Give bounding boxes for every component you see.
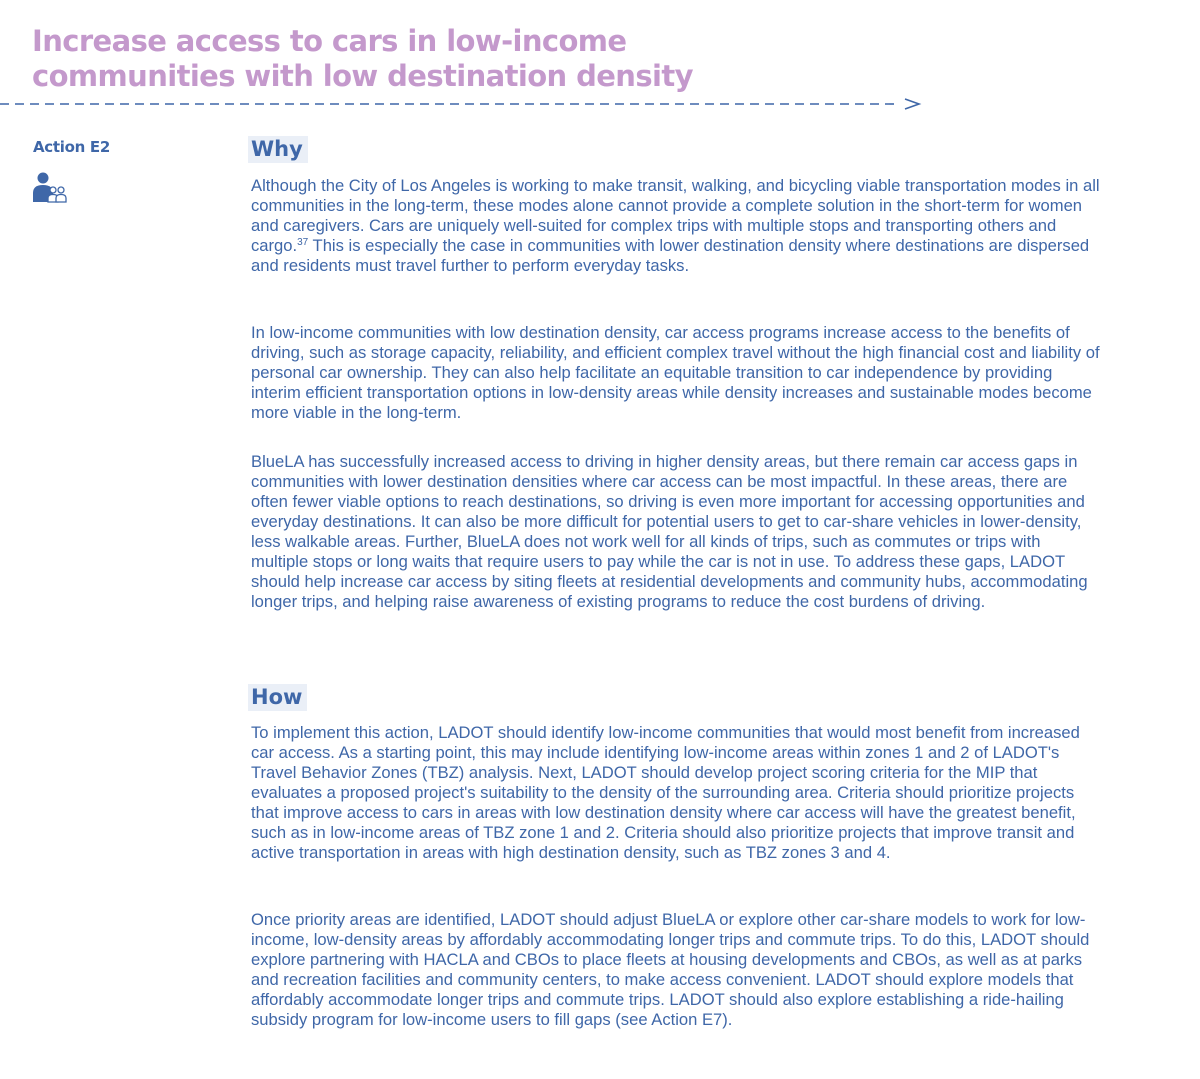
page-title-line-1: Increase access to cars in low-income bbox=[32, 24, 627, 58]
why-paragraph-3: BlueLA has successfully increased access to driving in higher density areas, but there remain car access gaps in communities with lower destination densities where car access can be most impactful. In these areas, there are often fewer viable options to reach destinations, so driving is even more important for accessing opportunities and everyday destinations. It can also be more difficult for potential users to get to car-share vehicles in lower-density, less walkable areas. Further, BlueLA does not work well for all kinds of trips, such as commutes or trips with multiple stops or long waits that require users to pay while the car is not in use. To address these gaps, LADOT should help increase car access by siting fleets at residential developments and community hubs, accommodating longer trips, and helping raise awareness of existing programs to reduce the cost burdens of driving. bbox=[251, 452, 1088, 611]
page-title-line-2: communities with low destination density bbox=[32, 59, 693, 93]
why-heading: Why bbox=[248, 136, 308, 163]
action-label: Action E2 bbox=[33, 138, 111, 156]
why-paragraph-1-text-cont: This is especially the case in communities with lower destination density where destinations are dispersed and residents must travel further to perform everyday tasks. bbox=[251, 236, 1090, 275]
how-heading: How bbox=[248, 684, 307, 711]
dashed-arrow-divider bbox=[0, 96, 926, 112]
why-paragraph-1 bbox=[251, 176, 1101, 276]
how-paragraph-1: To implement this action, LADOT should identify low-income communities that would most benefit from increased car access. As a starting point, this may include identifying low-income areas within zones 1 and 2 of LADOT's Travel Behavior Zones (TBZ) analysis. Next, LADOT should develop project scoring criteria for the MIP that evaluates a proposed project's suitability to the density of the surrounding area. Criteria should prioritize projects that improve access to cars in areas with low destination density where car access will have the greatest benefit, such as in low-income areas of TBZ zone 1 and 2. Criteria should also prioritize projects that improve transit and active transportation in areas with high destination density, such as TBZ zones 3 and 4. bbox=[251, 723, 1080, 862]
caregiver-family-icon bbox=[33, 171, 67, 203]
footnote-marker: 37 bbox=[297, 237, 309, 248]
why-paragraph-1-text: Although the City of Los Angeles is working to make transit, walking, and bicycling viable transportation modes in all communities in the long-term, these modes alone cannot provide a complete solution in the short-term for women and caregivers. Cars are uniquely well-suited for complex trips with multiple stops and transporting others and cargo. bbox=[251, 176, 1100, 255]
why-paragraph-2: In low-income communities with low destination density, car access programs increase access to the benefits of driving, such as storage capacity, reliability, and efficient complex travel without the high financial cost and liability of personal car ownership. They can also help facilitate an equitable transition to car independence by providing interim efficient transportation options in low-density areas while density increases and sustainable modes become more viable in the long-term. bbox=[251, 323, 1100, 422]
how-paragraph-2: Once priority areas are identified, LADOT should adjust BlueLA or explore other car-share models to work for low-income, low-density areas by affordably accommodating longer trips and commute trips. To do this, LADOT should explore partnering with HACLA and CBOs to place fleets at housing developments and CBOs, as well as at parks and recreation facilities and community centers, to make access convenient. LADOT should explore models that affordably accommodate longer trips and commute trips. LADOT should also explore establishing a ride-hailing subsidy program for low-income users to fill gaps (see Action E7). bbox=[251, 910, 1090, 1029]
page-title bbox=[32, 24, 693, 94]
